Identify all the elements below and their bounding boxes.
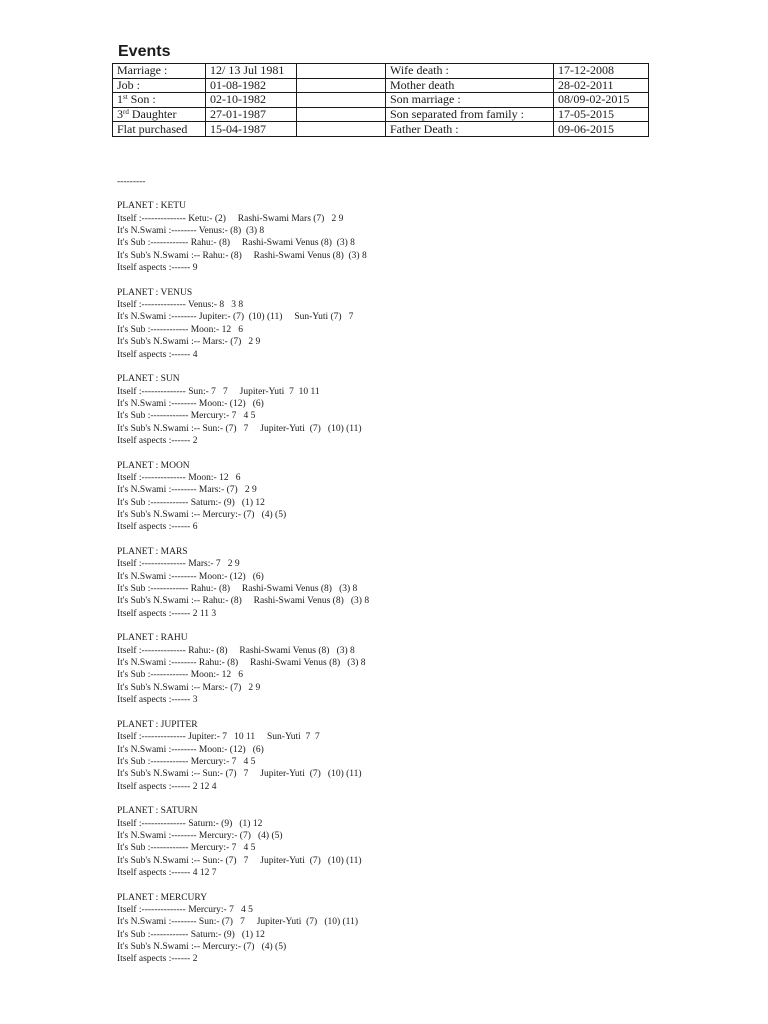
planet-detail-line: Itself :-------------- Jupiter:- 7 10 11 Sun-Yuti 7 7	[117, 732, 320, 743]
planet-detail-line: It's Sub's N.Swami :-- Mercury:- (7) (4) (5)	[117, 509, 287, 520]
block-spacer	[117, 447, 369, 459]
event-date: 15-04-1987	[206, 122, 297, 137]
planet-block	[117, 892, 369, 966]
planet-detail-line: It's N.Swami :-------- Mars:- (7) 2 9	[117, 485, 257, 496]
event-date: 27-01-1987	[206, 107, 297, 122]
planet-block	[117, 373, 369, 459]
block-spacer	[117, 620, 369, 632]
event-date-2: 08/09-02-2015	[554, 93, 649, 108]
block-spacer	[117, 274, 369, 286]
event-date-2: 17-12-2008	[554, 64, 649, 79]
planet-detail-line: Itself aspects :------ 2 12 4	[117, 781, 217, 792]
planet-detail-line: Itself aspects :------ 3	[117, 695, 198, 706]
event-row	[113, 93, 649, 108]
planet-block	[117, 719, 369, 805]
planet-detail-line: It's Sub's N.Swami :-- Sun:- (7) 7 Jupiter-Yuti (7) (10) (11)	[117, 855, 362, 866]
planet-block	[117, 200, 369, 286]
planet-detail-line: It's Sub :------------ Mercury:- 7 4 5	[117, 843, 256, 854]
event-empty-cell	[297, 122, 386, 137]
planet-detail-line: It's N.Swami :-------- Jupiter:- (7) (10) (11) Sun-Yuti (7) 7	[117, 312, 354, 323]
planet-detail-line: Itself aspects :------ 4	[117, 349, 198, 360]
event-label-2: Son separated from family :	[386, 107, 554, 122]
planet-title: PLANET : RAHU	[117, 633, 188, 644]
planet-block	[117, 546, 369, 632]
block-spacer	[117, 534, 369, 546]
event-row	[113, 107, 649, 122]
planet-detail-line: It's Sub's N.Swami :-- Sun:- (7) 7 Jupiter-Yuti (7) (10) (11)	[117, 423, 362, 434]
planet-title: PLANET : SATURN	[117, 806, 198, 817]
event-label: Job :	[113, 78, 206, 93]
planet-detail-line: Itself :-------------- Venus:- 8 3 8	[117, 300, 244, 311]
planet-detail-line: It's Sub's N.Swami :-- Sun:- (7) 7 Jupiter-Yuti (7) (10) (11)	[117, 769, 362, 780]
event-label-2: Wife death :	[386, 64, 554, 79]
planet-block	[117, 460, 369, 546]
planet-detail-line: It's Sub :------------ Rahu:- (8) Rashi-Swami Venus (8) (3) 8	[117, 584, 358, 595]
planet-block	[117, 632, 369, 718]
planet-title: PLANET : KETU	[117, 201, 186, 212]
event-label-2: Mother death	[386, 78, 554, 93]
planet-title: PLANET : MOON	[117, 460, 190, 471]
event-date-2: 28-02-2011	[554, 78, 649, 93]
event-label: 1st Son :	[113, 93, 206, 108]
event-date-2: 09-06-2015	[554, 122, 649, 137]
event-empty-cell	[297, 107, 386, 122]
planet-detail-line: It's N.Swami :-------- Sun:- (7) 7 Jupiter-Yuti (7) (10) (11)	[117, 917, 358, 928]
planet-title: PLANET : MERCURY	[117, 892, 208, 903]
planet-detail-line: It's Sub's N.Swami :-- Mercury:- (7) (4) (5)	[117, 942, 287, 952]
planet-title: PLANET : SUN	[117, 374, 180, 385]
event-empty-cell	[297, 64, 386, 79]
planet-detail-line: It's N.Swami :-------- Moon:- (12) (6)	[117, 744, 264, 755]
event-date: 02-10-1982	[206, 93, 297, 108]
planet-detail-line: Itself :-------------- Moon:- 12 6	[117, 472, 241, 483]
planet-title: PLANET : VENUS	[117, 287, 193, 298]
planet-detail-line: Itself aspects :------ 9	[117, 263, 198, 274]
event-row	[113, 122, 649, 137]
planet-detail-line: It's Sub :------------ Mercury:- 7 4 5	[117, 756, 256, 767]
event-row	[113, 78, 649, 93]
planet-detail-line: It's Sub :------------ Moon:- 12 6	[117, 670, 243, 681]
planet-detail-line: Itself :-------------- Mercury:- 7 4 5	[117, 904, 253, 915]
planet-detail-line: It's Sub's N.Swami :-- Rahu:- (8) Rashi-Swami Venus (8) (3) 8	[117, 250, 367, 261]
event-label: Marriage :	[113, 64, 206, 79]
planet-detail-line: It's N.Swami :-------- Rahu:- (8) Rashi-Swami Venus (8) (3) 8	[117, 658, 366, 669]
planet-detail-line: It's Sub's N.Swami :-- Rahu:- (8) Rashi-Swami Venus (8) (3) 8	[117, 596, 370, 607]
event-label-2: Son marriage :	[386, 93, 554, 108]
event-empty-cell	[297, 93, 386, 108]
planet-title: PLANET : JUPITER	[117, 719, 198, 730]
planet-detail-line: It's N.Swami :-------- Moon:- (12) (6)	[117, 398, 264, 409]
planet-detail-line: Itself :-------------- Mars:- 7 2 9	[117, 559, 240, 570]
planet-detail-line: Itself aspects :------ 2	[117, 954, 198, 965]
planet-block	[117, 805, 369, 891]
block-spacer	[117, 879, 369, 891]
planet-detail-line: Itself :-------------- Rahu:- (8) Rashi-Swami Venus (8) (3) 8	[117, 645, 355, 656]
planet-detail-line: It's N.Swami :-------- Mercury:- (7) (4) (5)	[117, 830, 283, 841]
event-date: 01-08-1982	[206, 78, 297, 93]
event-empty-cell	[297, 78, 386, 93]
planet-detail-line: It's Sub :------------ Mercury:- 7 4 5	[117, 411, 256, 422]
planet-detail-line: It's N.Swami :-------- Venus:- (8) (3) 8	[117, 226, 265, 237]
event-label: Flat purchased	[113, 122, 206, 137]
planet-detail-line: It's N.Swami :-------- Moon:- (12) (6)	[117, 571, 264, 582]
block-spacer	[117, 706, 369, 718]
planet-detail-line: It's Sub :------------ Rahu:- (8) Rashi-Swami Venus (8) (3) 8	[117, 238, 355, 249]
planet-detail-line: Itself :-------------- Sun:- 7 7 Jupiter-Yuti 7 10 11	[117, 386, 320, 397]
planet-detail-line: It's Sub's N.Swami :-- Mars:- (7) 2 9	[117, 682, 261, 693]
planet-title: PLANET : MARS	[117, 547, 188, 557]
planet-detail-line: Itself :-------------- Saturn:- (9) (1) 12	[117, 818, 263, 829]
planet-detail-line: Itself aspects :------ 2	[117, 435, 198, 446]
planet-detail-line: Itself aspects :------ 6	[117, 522, 198, 533]
planet-block	[117, 287, 369, 373]
event-label: 3rd Daughter	[113, 107, 206, 122]
event-date-2: 17-05-2015	[554, 107, 649, 122]
event-row	[113, 64, 649, 79]
events-table-body	[113, 64, 649, 137]
planet-detail-line: Itself aspects :------ 2 11 3	[117, 608, 217, 619]
planet-detail-line: Itself :-------------- Ketu:- (2) Rashi-Swami Mars (7) 2 9	[117, 213, 344, 224]
planet-detail-line: It's Sub's N.Swami :-- Mars:- (7) 2 9	[117, 337, 261, 348]
events-table	[112, 63, 649, 137]
planet-detail-line: Itself aspects :------ 4 12 7	[117, 867, 217, 878]
separator-line: ---------	[117, 176, 146, 187]
planet-detail-line: It's Sub :------------ Saturn:- (9) (1) 12	[117, 929, 265, 940]
page-title: Events	[118, 43, 171, 60]
planet-detail-line: It's Sub :------------ Moon:- 12 6	[117, 324, 243, 335]
block-spacer	[117, 361, 369, 373]
planet-detail-line: It's Sub :------------ Saturn:- (9) (1) 12	[117, 497, 265, 508]
event-label-2: Father Death :	[386, 122, 554, 137]
planet-report	[117, 151, 369, 966]
event-date: 12/ 13 Jul 1981	[206, 64, 297, 79]
block-spacer	[117, 793, 369, 805]
